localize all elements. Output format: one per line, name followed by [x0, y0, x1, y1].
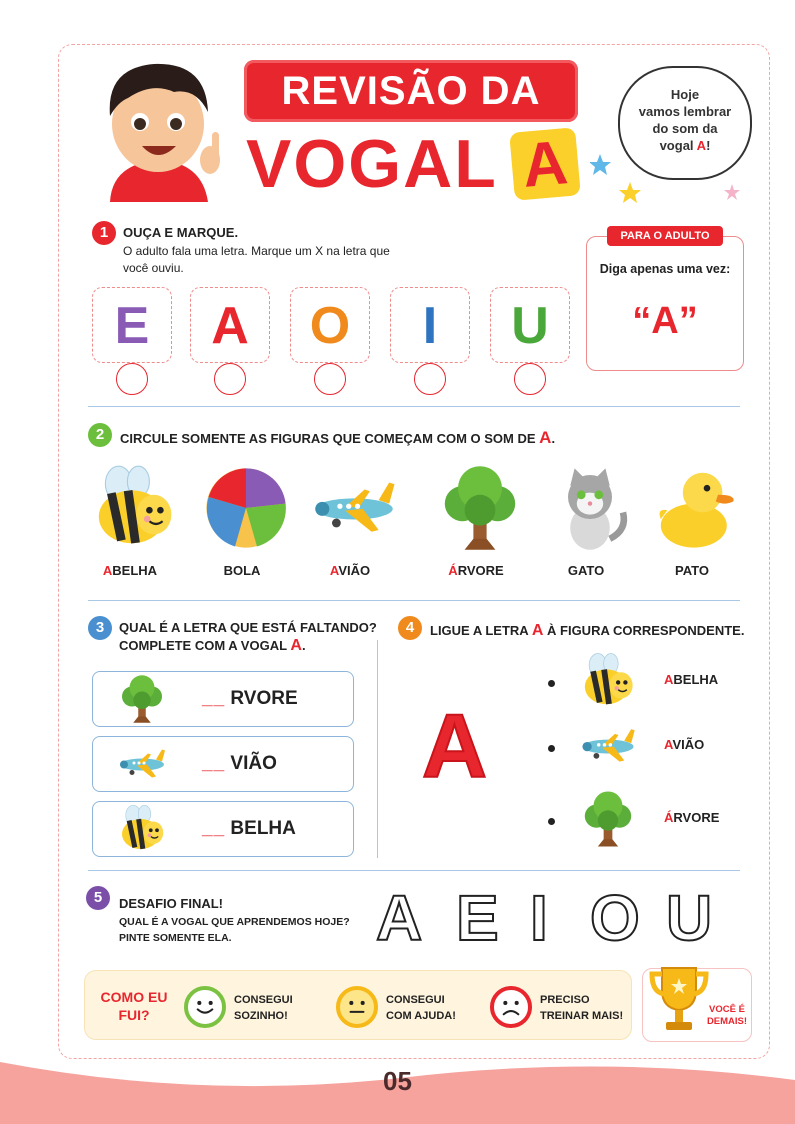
section-5-number: 5: [86, 886, 110, 910]
stars-icon: [590, 150, 750, 210]
airplane-icon: [104, 738, 180, 790]
fill-in-word[interactable]: __ BELHA: [202, 818, 296, 839]
adult-letter: “A”: [632, 300, 698, 342]
divider: [88, 406, 740, 407]
tree-icon: [572, 788, 644, 850]
assessment-label: CONSEGUI SOZINHO!: [234, 994, 293, 1022]
letter-option[interactable]: E: [92, 287, 172, 363]
adult-tag: PARA O ADULTO: [607, 226, 723, 246]
section-5-heading: DESAFIO FINAL!: [119, 896, 223, 911]
outline-letter[interactable]: E: [456, 882, 499, 954]
sad-face-icon[interactable]: [490, 986, 532, 1028]
ball-icon[interactable]: [196, 460, 296, 556]
title-banner: REVISÃO DA: [244, 60, 578, 122]
outline-letter[interactable]: O: [590, 882, 640, 954]
match-dot[interactable]: [548, 680, 555, 687]
airplane-icon: [572, 715, 644, 777]
page-number: 05: [383, 1066, 412, 1096]
bee-icon[interactable]: [84, 460, 184, 556]
outline-letter[interactable]: A: [376, 882, 423, 954]
section-4-heading: LIGUE A LETRA A À FIGURA CORRESPONDENTE.: [430, 622, 745, 639]
self-assessment-title: COMO EU FUI?: [100, 989, 168, 1023]
answer-circle[interactable]: [514, 363, 546, 395]
section-1-heading: OUÇA E MARQUE.: [123, 225, 239, 240]
letter-option[interactable]: O: [290, 287, 370, 363]
trophy-icon: [648, 962, 710, 1040]
assessment-label: PRECISO TREINAR MAIS!: [540, 994, 624, 1022]
title-letter-a: A: [509, 127, 581, 200]
section-3-heading-1: QUAL É A LETRA QUE ESTÁ FALTANDO?: [119, 620, 377, 635]
section-4-number: 4: [398, 616, 422, 640]
divider: [88, 870, 740, 871]
speech-bubble: Hoje vamos lembrar do som da vogal A!: [618, 66, 752, 180]
tree-icon[interactable]: [430, 460, 530, 556]
picture-label: BOLA: [223, 563, 261, 578]
neutral-face-icon[interactable]: [336, 986, 378, 1028]
section-1-instructions-2: você ouviu.: [123, 261, 184, 275]
letter-option[interactable]: U: [490, 287, 570, 363]
section-5-instructions-1: QUAL É A VOGAL QUE APRENDEMOS HOJE?: [119, 916, 350, 928]
picture-label: GATO: [567, 563, 605, 578]
section-2-heading: CIRCULE SOMENTE AS FIGURAS QUE COMEÇAM COM O SOM DE A.: [120, 428, 556, 447]
title-vogal: VOGAL: [246, 126, 498, 202]
section-2-number: 2: [88, 423, 112, 447]
picture-label: ABELHA: [102, 563, 158, 578]
match-dot[interactable]: [548, 818, 555, 825]
cat-icon[interactable]: [540, 460, 640, 556]
match-label: ABELHA: [664, 672, 719, 687]
picture-label: ÁRVORE: [448, 563, 504, 578]
vertical-divider: [377, 640, 378, 858]
answer-circle[interactable]: [414, 363, 446, 395]
section-3-number: 3: [88, 616, 112, 640]
match-letter-a: A: [422, 697, 487, 797]
match-label: AVIÃO: [664, 737, 705, 752]
bee-icon: [572, 650, 644, 712]
outline-letter[interactable]: I: [530, 882, 548, 954]
section-1-number: 1: [92, 221, 116, 245]
letter-option[interactable]: A: [190, 287, 270, 363]
airplane-icon[interactable]: [304, 460, 404, 556]
section-5-instructions-2: PINTE SOMENTE ELA.: [119, 932, 232, 944]
section-1-instructions-1: O adulto fala uma letra. Marque um X na letra que: [123, 244, 390, 258]
fill-in-word[interactable]: __ RVORE: [202, 688, 298, 709]
adult-instruction: Diga apenas uma vez:: [599, 262, 731, 276]
divider: [88, 600, 740, 601]
happy-face-icon[interactable]: [184, 986, 226, 1028]
letter-option[interactable]: I: [390, 287, 470, 363]
answer-circle[interactable]: [116, 363, 148, 395]
outline-letter[interactable]: U: [666, 882, 713, 954]
fill-in-word[interactable]: __ VIÃO: [202, 753, 277, 774]
answer-circle[interactable]: [214, 363, 246, 395]
section-3-heading-2: COMPLETE COM A VOGAL A.: [119, 637, 306, 654]
picture-label: PATO: [675, 563, 709, 578]
assessment-label: CONSEGUI COM AJUDA!: [386, 994, 456, 1022]
match-dot[interactable]: [548, 745, 555, 752]
boy-mascot-icon: [88, 52, 238, 212]
match-label: ÁRVORE: [664, 810, 720, 825]
picture-label: AVIÃO: [329, 563, 371, 578]
trophy-text: VOCÊ É DEMAIS!: [706, 1004, 748, 1027]
bee-icon: [104, 803, 180, 855]
answer-circle[interactable]: [314, 363, 346, 395]
duck-icon[interactable]: [646, 460, 746, 556]
tree-icon: [104, 673, 180, 725]
